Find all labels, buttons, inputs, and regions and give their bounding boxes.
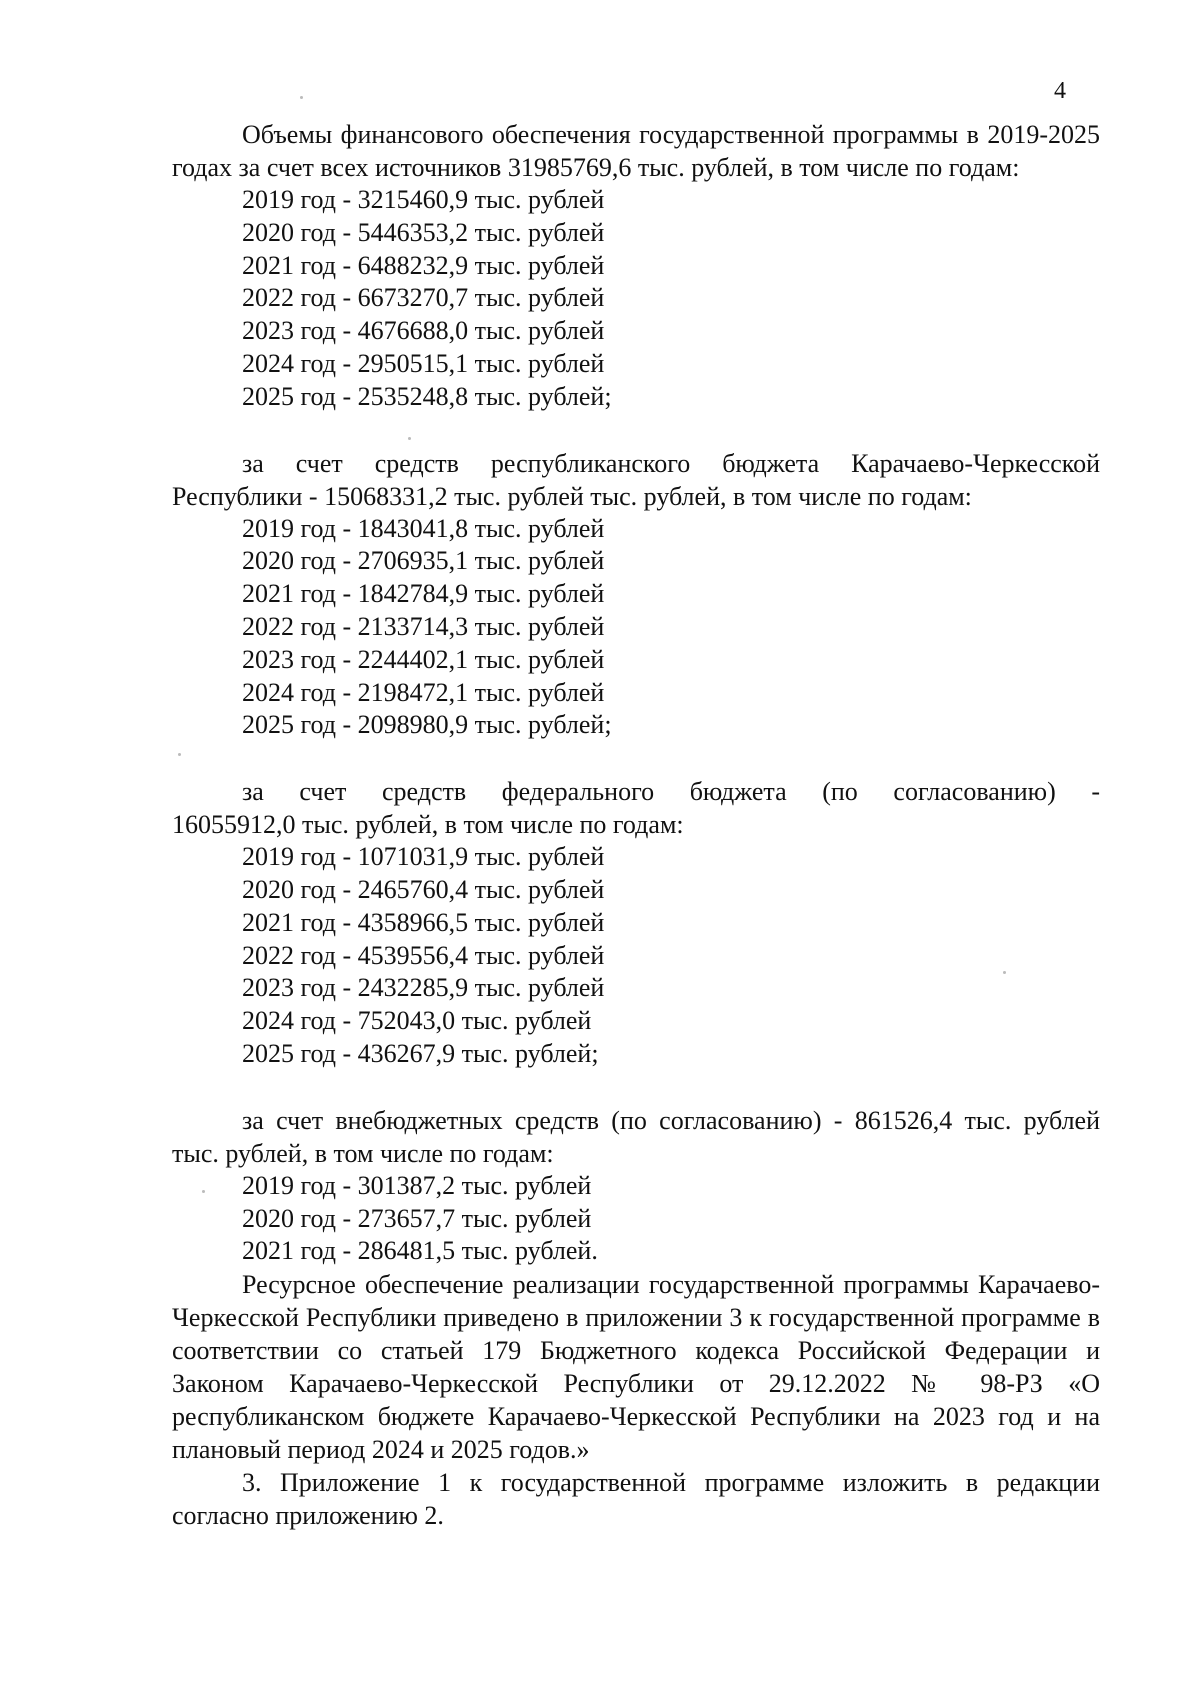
federal-word: -	[1091, 777, 1100, 807]
spacer	[172, 742, 1100, 775]
resource-provision-paragraph: Ресурсное обеспечение реализации государственной программы Карачаево-Черкесской Республики приведено в приложении 3 к государственной программе в соответствии со статьей 179 Бюджетного кодекса Российской Федерации и Законом Карачаево-Черкесской Республики от 29.12.2022 № 98-РЗ «О республиканском бюджете Карачаево-Черкесской Республики на 2023 год и на плановый период 2024 и 2025 годов.»	[172, 1270, 1100, 1465]
list-item: 2021 год - 6488232,9 тыс. рублей	[242, 250, 605, 280]
federal-word: за	[242, 777, 264, 807]
list-item: 2020 год - 273657,7 тыс. рублей	[242, 1203, 592, 1233]
item-3-paragraph: 3. Приложение 1 к государственной программе изложить в редакции согласно приложению 2.	[172, 1468, 1100, 1531]
list-item: 2024 год - 752043,0 тыс. рублей	[242, 1006, 592, 1036]
federal-budget-intro-line2: 16055912,0 тыс. рублей, в том числе по годам:	[172, 810, 684, 840]
list-item: 2021 год - 4358966,5 тыс. рублей	[242, 907, 605, 937]
scan-speck	[408, 437, 411, 440]
list-item: 2019 год - 1071031,9 тыс. рублей	[242, 842, 605, 872]
list-item: 2020 год - 2465760,4 тыс. рублей	[242, 874, 605, 904]
federal-budget-intro-line1	[172, 775, 1100, 808]
offbudget-years	[172, 1170, 1100, 1268]
list-item: 2020 год - 5446353,2 тыс. рублей	[242, 217, 605, 247]
list-item: 2022 год - 4539556,4 тыс. рублей	[242, 940, 605, 970]
list-item: 2019 год - 1843041,8 тыс. рублей	[242, 513, 605, 543]
list-item: 2023 год - 2432285,9 тыс. рублей	[242, 973, 605, 1003]
republic-budget-intro: за счет средств республиканского бюджета Карачаево-Черкесской Республики - 15068331,2 тыс. рублей тыс. рублей, в том числе по годам:	[172, 448, 1100, 511]
list-item: 2021 год - 286481,5 тыс. рублей.	[242, 1236, 598, 1266]
scan-speck	[300, 96, 303, 99]
federal-word: федерального	[501, 777, 655, 807]
spacer	[172, 414, 1100, 447]
federal-word: согласованию)	[893, 777, 1056, 807]
federal-word: средств	[382, 777, 467, 807]
federal-word: бюджета	[689, 777, 787, 807]
list-item: 2025 год - 2535248,8 тыс. рублей;	[242, 381, 612, 411]
federal-budget-years	[172, 841, 1100, 1071]
list-item: 2025 год - 436267,9 тыс. рублей;	[242, 1038, 599, 1068]
federal-word: (по	[822, 777, 858, 807]
list-item: 2019 год - 3215460,9 тыс. рублей	[242, 185, 605, 214]
list-item: 2023 год - 4676688,0 тыс. рублей	[242, 316, 605, 346]
list-item: 2022 год - 6673270,7 тыс. рублей	[242, 283, 605, 313]
offbudget-intro: за счет внебюджетных средств (по согласованию) - 861526,4 тыс. рублей тыс. рублей, в том числе по годам:	[172, 1105, 1100, 1168]
list-item: 2024 год - 2198472,1 тыс. рублей	[242, 677, 605, 707]
spacer	[172, 1071, 1100, 1104]
list-item: 2022 год - 2133714,3 тыс. рублей	[242, 611, 605, 641]
scan-speck	[1003, 971, 1006, 974]
list-item: 2019 год - 301387,2 тыс. рублей	[242, 1170, 592, 1200]
federal-word: счет	[299, 777, 347, 807]
total-funding-years	[172, 184, 1100, 414]
list-item: 2024 год - 2950515,1 тыс. рублей	[242, 348, 605, 378]
list-item: 2025 год - 2098980,9 тыс. рублей;	[242, 710, 612, 740]
page-number: 4	[1054, 78, 1066, 104]
scan-speck	[178, 753, 181, 756]
list-item: 2020 год - 2706935,1 тыс. рублей	[242, 546, 605, 576]
list-item: 2021 год - 1842784,9 тыс. рублей	[242, 579, 605, 609]
list-item: 2023 год - 2244402,1 тыс. рублей	[242, 644, 605, 674]
scan-speck	[202, 1190, 205, 1193]
document-body	[172, 118, 1100, 1532]
republic-budget-years	[172, 513, 1100, 743]
total-funding-intro: Объемы финансового обеспечения государственной программы в 2019-2025 годах за счет всех источников 31985769,6 тыс. рублей, в том числе по годам:	[172, 120, 1100, 182]
